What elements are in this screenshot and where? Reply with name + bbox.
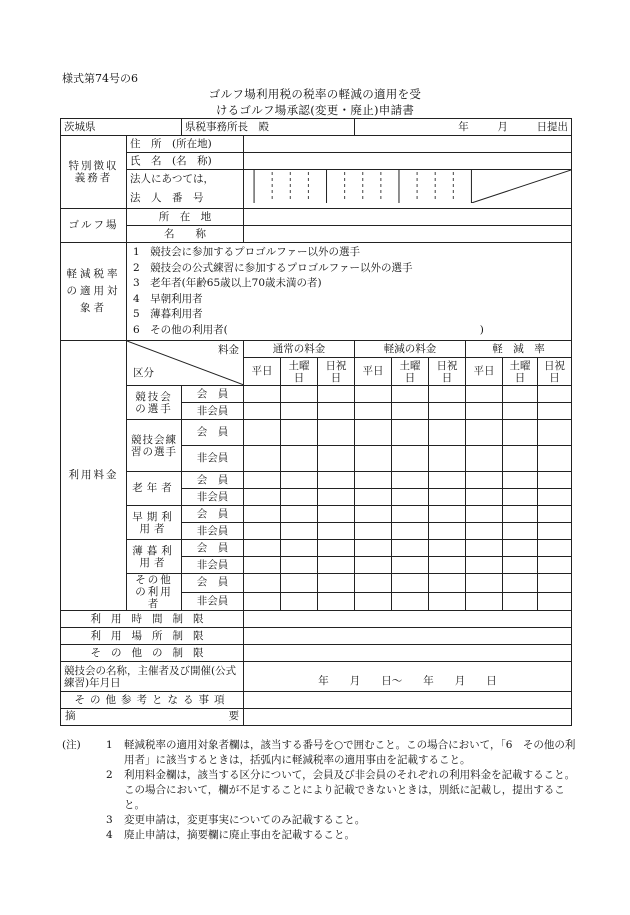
fee-cell[interactable] [503, 472, 538, 489]
target-item[interactable]: 4 早朝利用者 [133, 292, 203, 305]
fee-cell[interactable] [355, 489, 392, 506]
fee-cell[interactable] [355, 557, 392, 574]
fee-cell[interactable] [429, 574, 466, 593]
corporate-number-field[interactable] [244, 170, 572, 209]
fee-cell[interactable] [538, 489, 572, 506]
member-label: 会 員 [182, 506, 244, 523]
fee-cell[interactable] [538, 523, 572, 540]
fee-cell[interactable] [392, 420, 429, 446]
fee-cell[interactable] [429, 489, 466, 506]
fee-cell[interactable] [281, 446, 318, 472]
fee-cell[interactable] [503, 403, 538, 420]
fee-cell[interactable] [244, 420, 281, 446]
nonmember-label: 非会員 [182, 446, 244, 472]
form-number: 様式第74号の6 [62, 72, 138, 85]
place-restriction-field[interactable] [244, 628, 572, 645]
nonmember-label: 非会員 [182, 403, 244, 420]
fee-cell[interactable] [244, 446, 281, 472]
member-label: 会 員 [182, 386, 244, 403]
time-restriction-field[interactable] [244, 611, 572, 628]
fee-cell[interactable] [244, 386, 281, 403]
golf-name-label: 名 称 [127, 226, 244, 243]
golf-location-field[interactable] [244, 209, 572, 226]
target-item[interactable]: 6 その他の利用者( ) [133, 323, 484, 336]
member-label: 会 員 [182, 540, 244, 557]
fee-cell[interactable] [281, 540, 318, 557]
fee-cell[interactable] [503, 592, 538, 611]
fee-cell[interactable] [318, 506, 355, 523]
golf-course-label: ゴルフ場 [61, 209, 127, 243]
corporate-number-boxes [244, 170, 571, 203]
fee-cell[interactable] [503, 557, 538, 574]
fee-cell[interactable] [538, 557, 572, 574]
fee-cell[interactable] [503, 540, 538, 557]
fee-cell[interactable] [503, 506, 538, 523]
fee-cell[interactable] [466, 403, 503, 420]
year-label: 年 [458, 120, 469, 133]
golf-name-field[interactable] [244, 226, 572, 243]
note-item: 2 利用料金欄は，該当する区分について，会員及び非会員のそれぞれの利用料金を記載すること。この場合において，欄が不足することにより記載できないときは，別紙に記載し，提出すること。 [106, 769, 576, 811]
fee-cell[interactable] [281, 506, 318, 523]
corp-number-label-2: 法 人 番 号 [127, 189, 244, 209]
category-other: その他の利用者 [127, 574, 182, 611]
fee-cell[interactable] [429, 506, 466, 523]
prefecture-cell: 茨城県 [61, 119, 182, 136]
fee-cell[interactable] [244, 557, 281, 574]
fee-cell[interactable] [466, 557, 503, 574]
fee-cell[interactable] [355, 592, 392, 611]
fee-cell[interactable] [466, 472, 503, 489]
reference-label: その他参考となる事項 [61, 692, 244, 709]
fee-cell[interactable] [281, 557, 318, 574]
fee-cell[interactable] [318, 592, 355, 611]
reduction-rate-header: 軽 減 率 [466, 341, 572, 358]
fee-cell[interactable] [355, 523, 392, 540]
fee-cell[interactable] [244, 403, 281, 420]
fee-cell[interactable] [538, 574, 572, 593]
target-item[interactable]: 5 薄暮利用者 [133, 308, 203, 320]
fee-cell[interactable] [392, 592, 429, 611]
fee-cell[interactable] [392, 540, 429, 557]
fee-cell[interactable] [355, 506, 392, 523]
fee-cell[interactable] [281, 574, 318, 593]
fee-cell[interactable] [503, 386, 538, 403]
targets-list[interactable] [127, 243, 572, 341]
category-practice: 競技会練習の選手 [127, 420, 182, 472]
nonmember-label: 非会員 [182, 557, 244, 574]
fee-cell[interactable] [503, 446, 538, 472]
taxpayer-label: 特別徴収義務者 [61, 136, 127, 209]
fee-cell[interactable] [392, 403, 429, 420]
nonmember-label: 非会員 [182, 489, 244, 506]
fee-diag-top: 料金 [218, 344, 239, 356]
fee-cell[interactable] [392, 489, 429, 506]
submission-date-cell[interactable] [355, 119, 572, 136]
fee-cell[interactable] [466, 386, 503, 403]
fee-cell[interactable] [429, 523, 466, 540]
fee-cell[interactable] [281, 489, 318, 506]
fee-cell[interactable] [429, 446, 466, 472]
fee-cell[interactable] [466, 523, 503, 540]
application-form-table [60, 118, 572, 726]
fee-cell[interactable] [392, 557, 429, 574]
saturday-header: 土曜日 [281, 358, 318, 386]
fee-cell[interactable] [355, 403, 392, 420]
summary-field[interactable] [244, 709, 572, 726]
category-dusk: 薄暮利用者 [127, 540, 182, 574]
fee-cell[interactable] [355, 574, 392, 593]
fee-cell[interactable] [244, 489, 281, 506]
form-title-line2: けるゴルフ場承認(変更・廃止)申請書 [215, 103, 415, 117]
saturday-header: 土曜日 [503, 358, 538, 386]
fee-cell[interactable] [318, 574, 355, 593]
fees-label: 利用料金 [61, 341, 127, 611]
category-early: 早期利用者 [127, 506, 182, 540]
taxpayer-name-label: 氏 名 (名 称) [127, 153, 244, 170]
summary-label: 摘 要 [61, 709, 244, 726]
fee-cell[interactable] [538, 386, 572, 403]
target-item[interactable]: 1 競技会に参加するプロゴルファー以外の選手 [133, 246, 360, 258]
fee-cell[interactable] [466, 574, 503, 593]
reference-field[interactable] [244, 692, 572, 709]
fee-cell[interactable] [355, 386, 392, 403]
fee-diag-bottom: 区分 [133, 367, 154, 379]
fee-cell[interactable] [355, 420, 392, 446]
place-restriction-label: 利用場所制限 [61, 628, 244, 645]
fee-cell[interactable] [318, 420, 355, 446]
competition-label: 競技会の名称，主催者及び開催(公式練習)年月日 [61, 662, 244, 692]
fee-cell[interactable] [466, 592, 503, 611]
holiday-header: 日祝日 [538, 358, 572, 386]
fee-cell[interactable] [244, 523, 281, 540]
weekday-header: 平日 [466, 358, 503, 386]
fee-cell[interactable] [466, 446, 503, 472]
fee-cell[interactable] [538, 403, 572, 420]
fee-cell[interactable] [318, 557, 355, 574]
fee-cell[interactable] [318, 472, 355, 489]
fee-cell[interactable] [281, 403, 318, 420]
fee-cell[interactable] [429, 540, 466, 557]
fee-cell[interactable] [392, 472, 429, 489]
member-label: 会 員 [182, 472, 244, 489]
time-restriction-label: 利用時間制限 [61, 611, 244, 628]
fee-cell[interactable] [355, 446, 392, 472]
fee-cell[interactable] [392, 574, 429, 593]
fee-cell[interactable] [392, 523, 429, 540]
fee-cell[interactable] [244, 574, 281, 593]
golf-location-label: 所 在 地 [127, 209, 244, 226]
category-competitor: 競技会の選手 [127, 386, 182, 420]
taxpayer-address-label: 住 所 (所在地) [127, 136, 244, 153]
fee-cell[interactable] [538, 446, 572, 472]
fee-cell[interactable] [429, 557, 466, 574]
holiday-header: 日祝日 [318, 358, 355, 386]
fee-cell[interactable] [538, 420, 572, 446]
fee-cell[interactable] [281, 386, 318, 403]
nonmember-label: 非会員 [182, 592, 244, 611]
fee-cell[interactable] [466, 506, 503, 523]
form-title-line1: ゴルフ場利用税の税率の軽減の適用を受 [208, 87, 422, 101]
month-label: 月 [497, 120, 508, 133]
target-item[interactable]: 2 競技会の公式練習に参加するプロゴルファー以外の選手 [133, 261, 413, 274]
addressee-cell: 県税事務所長 殿 [182, 119, 355, 136]
fee-cell[interactable] [318, 489, 355, 506]
fee-cell[interactable] [429, 403, 466, 420]
other-restriction-field[interactable] [244, 645, 572, 662]
normal-fee-header: 通常の料金 [244, 341, 355, 358]
weekday-header: 平日 [244, 358, 281, 386]
fee-cell[interactable] [281, 472, 318, 489]
fee-cell[interactable] [281, 523, 318, 540]
fee-cell[interactable] [429, 386, 466, 403]
taxpayer-name-field[interactable] [244, 153, 572, 170]
fee-cell[interactable] [392, 506, 429, 523]
fee-cell[interactable] [392, 446, 429, 472]
category-senior: 老年者 [127, 472, 182, 506]
saturday-header: 土曜日 [392, 358, 429, 386]
competition-date-field[interactable]: 年 月 日～ 年 月 日 [244, 662, 572, 692]
fee-cell[interactable] [244, 506, 281, 523]
fee-cell[interactable] [281, 592, 318, 611]
fee-cell[interactable] [538, 472, 572, 489]
fee-cell[interactable] [318, 446, 355, 472]
fee-cell[interactable] [244, 592, 281, 611]
fee-cell[interactable] [318, 386, 355, 403]
holiday-header: 日祝日 [429, 358, 466, 386]
reduced-fee-header: 軽減の料金 [355, 341, 466, 358]
day-submit-label: 日提出 [536, 120, 569, 133]
fee-cell[interactable] [429, 592, 466, 611]
note-item: (注) 1 軽減税率の適用対象者欄は，該当する番号を○で囲むこと。この場合において，「6 その他の利用者」に該当するときは，括弧内に軽減税率の適用事由を記載すること。 [62, 739, 576, 766]
target-item[interactable]: 3 老年者(年齢65歳以上70歳未満の者) [133, 277, 322, 289]
taxpayer-address-field[interactable] [244, 136, 572, 153]
corp-number-label-1: 法人にあつては， [127, 170, 244, 190]
member-label: 会 員 [182, 420, 244, 446]
fee-cell[interactable] [466, 489, 503, 506]
fee-cell[interactable] [538, 592, 572, 611]
fee-cell[interactable] [355, 540, 392, 557]
targets-label: 軽減税率の適用対象者 [61, 243, 127, 341]
weekday-header: 平日 [355, 358, 392, 386]
fee-cell[interactable] [466, 540, 503, 557]
fee-cell[interactable] [355, 472, 392, 489]
fee-cell[interactable] [281, 420, 318, 446]
notes-section [62, 738, 582, 843]
fees-diagonal-header [127, 341, 244, 386]
fee-cell[interactable] [318, 540, 355, 557]
member-label: 会 員 [182, 574, 244, 593]
fee-cell[interactable] [503, 523, 538, 540]
note-item: 4 廃止申請は，摘要欄に廃止事由を記載すること。 [106, 829, 355, 841]
fee-cell[interactable] [244, 472, 281, 489]
fee-cell[interactable] [538, 540, 572, 557]
fee-cell[interactable] [503, 574, 538, 593]
fee-cell[interactable] [392, 386, 429, 403]
fee-cell[interactable] [538, 506, 572, 523]
notes-label: (注) [62, 739, 81, 751]
fee-cell[interactable] [244, 540, 281, 557]
other-restriction-label: その他の制限 [61, 645, 244, 662]
note-item: 3 変更申請は，変更事実についてのみ記載すること。 [106, 814, 366, 826]
fee-cell[interactable] [318, 523, 355, 540]
fee-cell[interactable] [429, 420, 466, 446]
fee-cell[interactable] [466, 420, 503, 446]
fee-cell[interactable] [503, 420, 538, 446]
fee-cell[interactable] [429, 472, 466, 489]
fee-cell[interactable] [318, 403, 355, 420]
nonmember-label: 非会員 [182, 523, 244, 540]
fee-cell[interactable] [503, 489, 538, 506]
